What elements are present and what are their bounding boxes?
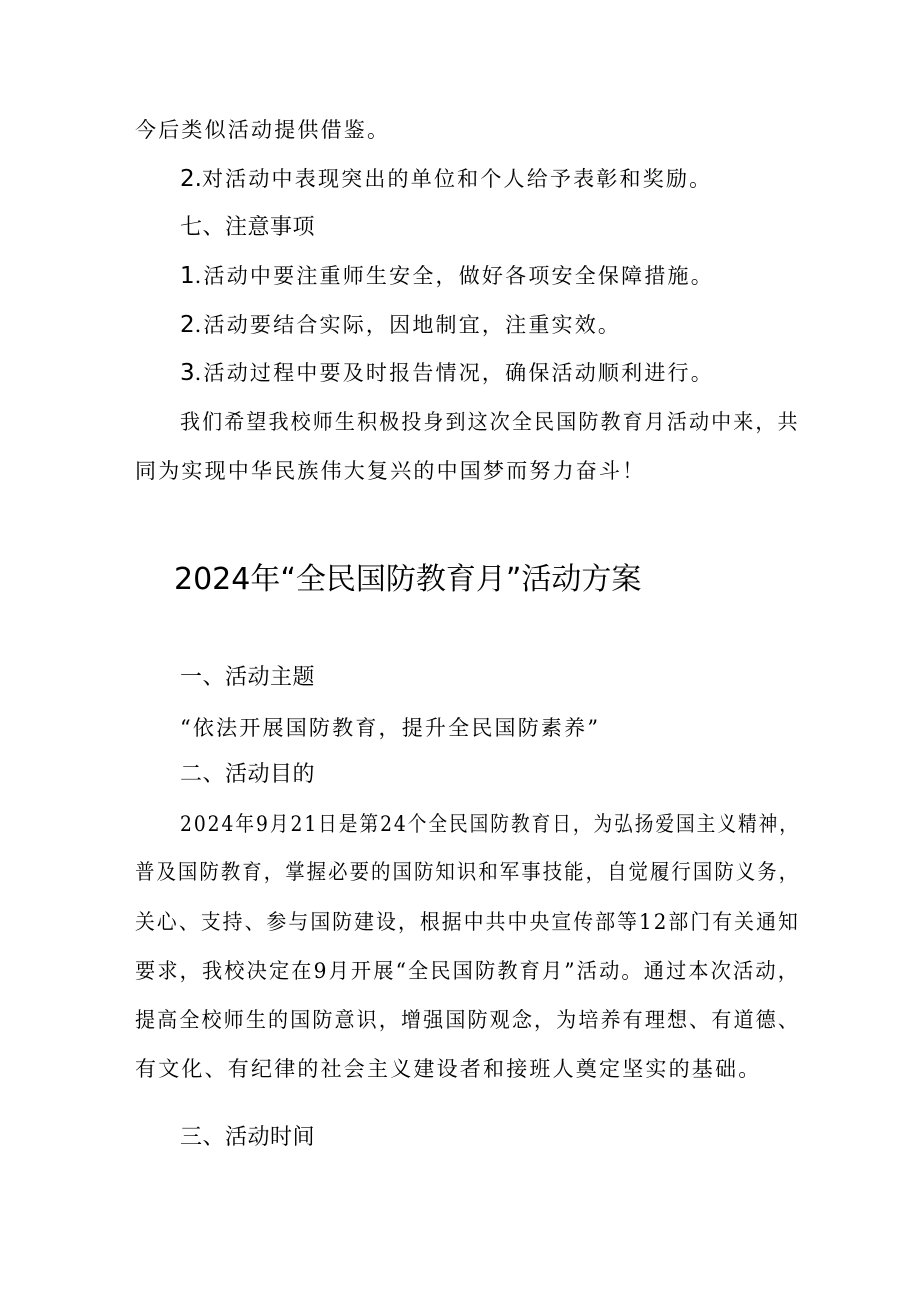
note-text: .活动中要注重师生安全，做好各项安全保障措施。 — [194, 264, 714, 288]
list-item-2 — [180, 165, 712, 193]
list-item-number: 2. — [180, 166, 202, 192]
list-item-text: 对活动中表现突出的单位和个人给予表彰和奖励。 — [201, 167, 713, 191]
section-heading-1: 一、活动主题 — [180, 665, 316, 690]
note-item-2 — [180, 311, 621, 339]
purpose-line: 2024年9月21日是第24个全民国防教育日，为弘扬爱国主义精神， — [180, 812, 800, 836]
closing-line-1: 我们希望我校师生积极投身到这次全民国防教育月活动中来，共 — [180, 410, 800, 434]
section-heading-2: 二、活动目的 — [180, 762, 316, 787]
section-heading-3: 三、活动时间 — [180, 1125, 316, 1150]
purpose-line: 有文化、有纪律的社会主义建设者和接班人奠定坚实的基础。 — [135, 1057, 762, 1081]
note-item-1 — [180, 262, 714, 290]
purpose-line: 普及国防教育，掌握必要的国防知识和军事技能，自觉履行国防义务， — [135, 860, 801, 884]
note-text: .活动过程中要及时报告情况，确保活动顺利进行。 — [194, 361, 714, 385]
theme-text: “依法开展国防教育，提升全民国防素养” — [180, 716, 601, 740]
purpose-line: 提高全校师生的国防意识，增强国防观念，为培养有理想、有道德、 — [135, 1008, 800, 1032]
note-number: 3 — [180, 360, 195, 386]
note-item-3 — [180, 359, 714, 387]
note-number: 2 — [180, 312, 195, 338]
continuation-text: 今后类似活动提供借鉴。 — [135, 118, 391, 142]
note-text: .活动要结合实际，因地制宜，注重实效。 — [194, 313, 622, 337]
closing-line-2: 同为实现中华民族伟大复兴的中国梦而努力奋斗！ — [135, 459, 646, 483]
purpose-line: 关心、支持、参与国防建设，根据中共中央宣传部等12部门有关通知 — [135, 910, 800, 934]
purpose-line: 要求，我校决定在9月开展“全民国防教育月”活动。通过本次活动， — [135, 959, 801, 983]
section-heading-7: 七、注意事项 — [180, 215, 316, 240]
note-number: 1 — [180, 263, 195, 289]
document-title: 2024年“全民国防教育月”活动方案 — [174, 562, 642, 597]
